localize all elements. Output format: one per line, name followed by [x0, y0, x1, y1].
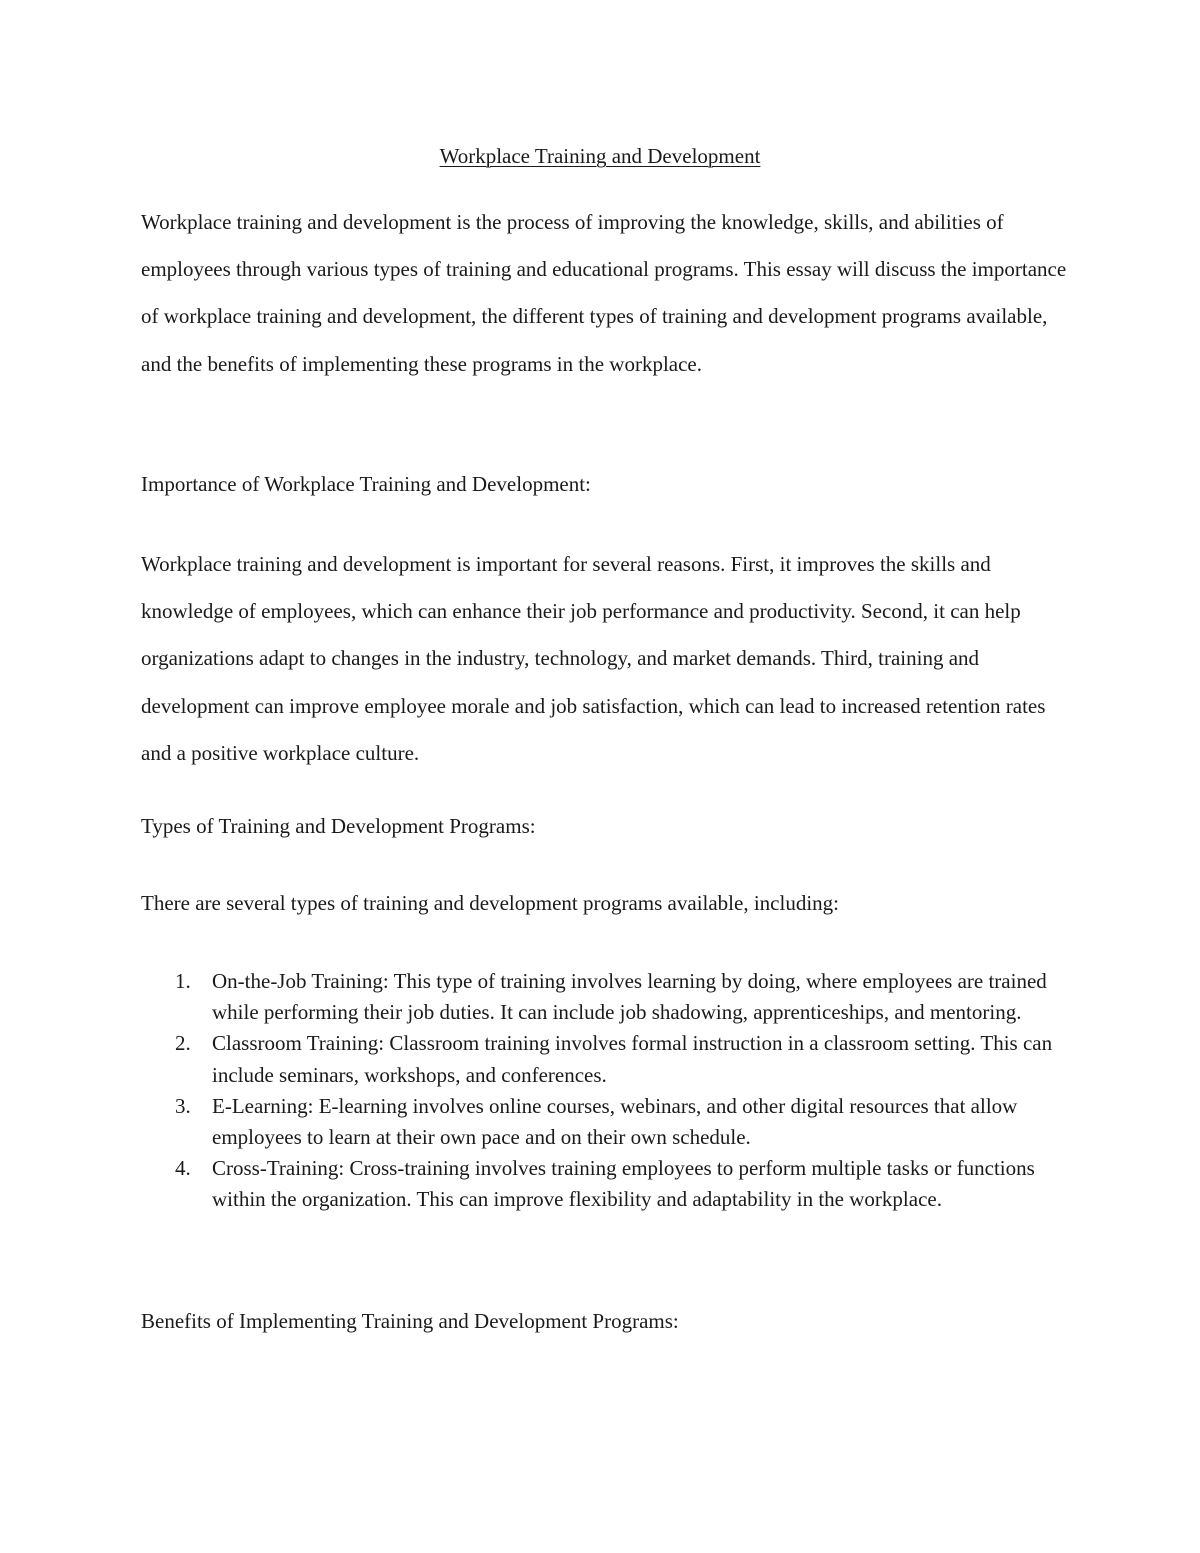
list-item-number: 1.: [175, 969, 191, 993]
list-item: [141, 1091, 1071, 1153]
importance-paragraph: Workplace training and development is important for several reasons. First, it improves the skills and knowledge of employees, which can enhance their job performance and productivity. Second, it can help organizations adapt to changes in the industry, technology, and market demands. Third, training and development can improve employee morale and job satisfaction, which can lead to increased retention rates and a positive workplace culture.: [141, 552, 1046, 765]
list-item-text: E-Learning: E-learning involves online courses, webinars, and other digital resources that allow employees to learn at their own pace and on their own schedule.: [212, 1093, 1018, 1150]
list-item-text: On-the-Job Training: This type of training involves learning by doing, where employees are trained while performing their job duties. It can include job shadowing, apprenticeships, and mentoring.: [212, 969, 1047, 1025]
list-item-number: 4.: [175, 1156, 191, 1181]
list-item-text: Classroom Training: Classroom training involves formal instruction in a classroom setting. This can include seminars, workshops, and conferences.: [212, 1031, 1053, 1087]
list-item-number: 3.: [175, 1093, 191, 1118]
list-item-text: Cross-Training: Cross-training involves training employees to perform multiple tasks or functions within the organization. This can improve flexibility and adaptability in the workplace.: [212, 1156, 1035, 1212]
heading-benefits: Benefits of Implementing Training and Development Programs:: [141, 1309, 679, 1333]
types-lead-paragraph: There are several types of training and development programs available, including:: [141, 891, 839, 915]
list-item: [141, 1153, 1071, 1215]
document-title: Workplace Training and Development: [439, 144, 761, 168]
intro-paragraph: Workplace training and development is the process of improving the knowledge, skills, and abilities of employees through various types of training and educational programs. This essay will discuss the importance of workplace training and development, the different types of training and development programs available, and the benefits of implementing these programs in the workplace.: [141, 210, 1067, 376]
heading-importance: Importance of Workplace Training and Development:: [141, 472, 591, 496]
list-item-number: 2.: [175, 1031, 191, 1056]
list-item: [141, 966, 1071, 1028]
list-item: [141, 1028, 1071, 1090]
heading-types: Types of Training and Development Programs:: [141, 814, 536, 838]
training-types-list: [141, 966, 1071, 1216]
